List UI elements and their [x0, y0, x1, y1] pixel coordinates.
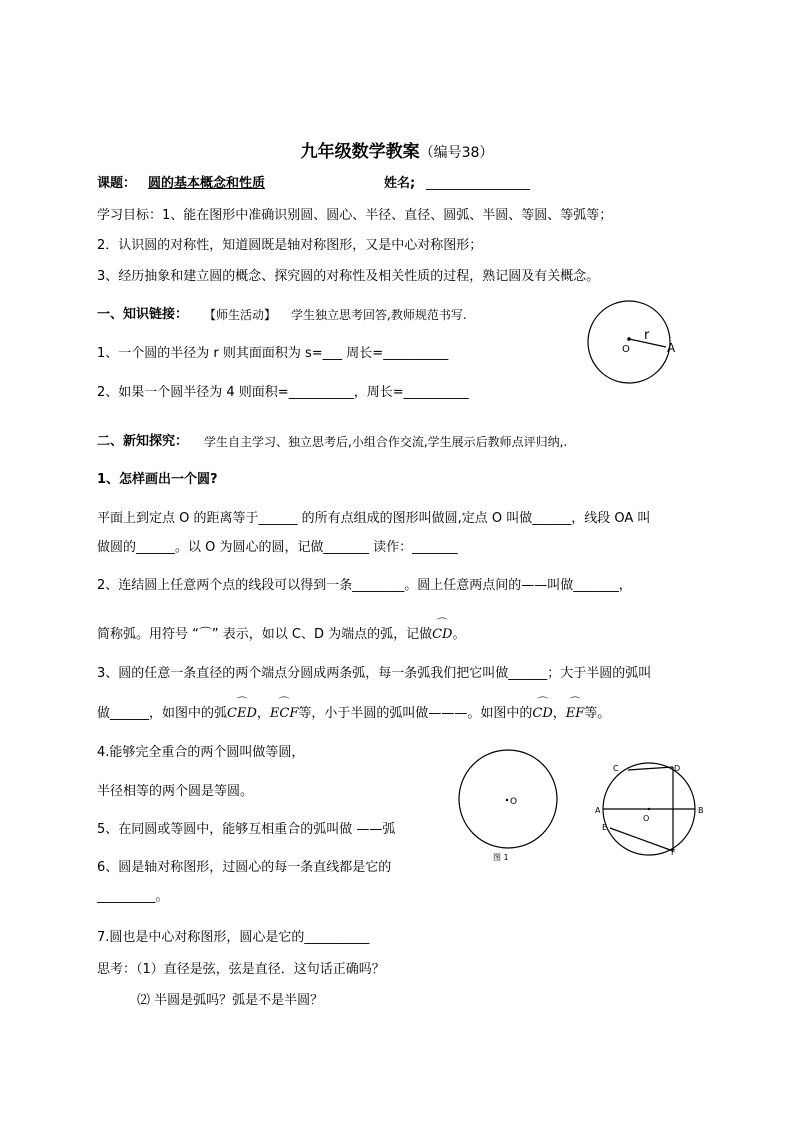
section2-p7: 7.圆也是中心对称图形，圆心是它的__________	[97, 930, 370, 945]
goal-line-3: 3、经历抽象和建立圆的概念、探究圆的对称性及相关性质的过程，熟记圆及有关概念。	[97, 269, 600, 284]
p3b-pre: 做______，如图中的弧	[97, 706, 228, 721]
label-a: A	[667, 341, 676, 355]
section2-p4a: 4.能够完全重合的两个圆叫做等圆，	[97, 745, 305, 760]
section2-heading: 二、新知探究：	[97, 434, 189, 449]
label-b: B	[698, 806, 704, 815]
label-d: D	[674, 764, 681, 773]
section2-p4b: 半径相等的两个圆是等圆。	[97, 784, 254, 799]
section2-p3a: 3、圆的任意一条直径的两个端点分圆成两条弧，每一条弧我们把它叫做______；大于半圆的弧叫	[97, 666, 652, 681]
section2-p6b: _________。	[97, 889, 169, 904]
think-q2: ⑵ 半圆是弧吗？弧是不是半圆？	[137, 993, 324, 1008]
topic-value: 圆的基本概念和性质	[148, 176, 266, 191]
label-o: O	[643, 814, 650, 823]
section2-p6a: 6、圆是轴对称图形，过圆心的每一条直线都是它的	[97, 860, 392, 875]
center-point	[506, 799, 508, 801]
circle-outline	[588, 301, 670, 383]
circle-outline	[459, 750, 557, 848]
section2-p2b	[97, 627, 465, 643]
section2-p5: 5、在同圆或等圆中，能够互相重合的弧叫做 ——弧	[97, 822, 396, 837]
chord-cd	[628, 767, 673, 770]
section2-p1a: 平面上到定点 O 的距离等于______ 的所有点组成的图形叫做圆,定点 O 叫做______，线段 OA 叫	[97, 511, 651, 526]
label-c: C	[613, 764, 619, 773]
label-o: O	[622, 344, 630, 355]
section2-p1b: 做圆的______。以 O 为圆心的圆，记做_______ 读作：_______	[97, 540, 458, 555]
title-main: 九年级数学教案	[300, 142, 420, 162]
center-point	[648, 808, 650, 810]
topic-label: 课题：	[97, 176, 137, 191]
section1-heading: 一、知识链接：	[97, 307, 189, 322]
p2b-post: 。	[452, 627, 466, 642]
arc-ced: ⌒ CED	[227, 706, 257, 722]
name-label: 姓名;	[384, 176, 416, 191]
title-number: （编号38）	[419, 145, 494, 161]
section1-activity-desc: 学生独立思考回答,教师规范书写.	[291, 308, 467, 322]
chord-ef	[610, 828, 673, 851]
goal-line-1: 学习目标：1、能在图形中准确识别圆、圆心、半径、直径、圆弧、半圆、等圆、等弧等；	[97, 208, 613, 223]
section2-p2a: 2、连结圆上任意两个点的线段可以得到一条________。圆上任意两点间的——叫做_______，	[97, 578, 632, 593]
label-o: O	[510, 797, 518, 807]
label-r: r	[644, 328, 650, 343]
figure-plain-circle	[456, 748, 568, 863]
figure-caption: 图 1	[493, 853, 509, 862]
label-a: A	[595, 806, 601, 815]
goal-line-2: 2．认识圆的对称性，知道圆既是轴对称图形，又是中心对称图形；	[97, 238, 483, 253]
name-blank: ________________	[426, 176, 530, 191]
p3b-comma-2: ，	[552, 706, 566, 721]
label-e: E	[602, 823, 608, 832]
section1-q2: 2、如果一个圆半径为 4 则面积=__________，周长=__________	[97, 385, 469, 400]
think-q1: 思考：（1）直径是弦，弦是直径．这句话正确吗？	[97, 962, 385, 977]
section2-q1: 1、怎样画出一个圆?	[97, 472, 218, 487]
section2-desc: 学生自主学习、独立思考后,小组合作交流,学生展示后教师点评归纳,.	[204, 435, 568, 449]
arc-ef: ⌒ EF	[566, 706, 585, 722]
p3b-mid: 等，小于半圆的弧叫做———。如图中的	[298, 706, 533, 721]
p3b-post: 等。	[584, 706, 611, 721]
arc-ecf: ⌒ ECF	[270, 706, 298, 722]
figure-circle-radius	[584, 300, 694, 390]
figure-chords-circle	[594, 756, 714, 866]
page-title	[0, 137, 794, 162]
section2-p3b	[97, 706, 610, 722]
p3b-comma: ，	[256, 706, 270, 721]
arc-cd: ⌒ CD	[432, 627, 452, 643]
arc-cd-2: ⌒ CD	[532, 706, 552, 722]
section1-q1: 1、一个圆的半径为 r 则其面面积为 s=___ 周长=__________	[97, 346, 449, 361]
section1-activity: 【师生活动】	[204, 308, 277, 322]
label-f: F	[671, 848, 676, 857]
p2b-pre: 简称弧。用符号 “⌒” 表示，如以 C、D 为端点的弧，记做	[97, 627, 433, 642]
